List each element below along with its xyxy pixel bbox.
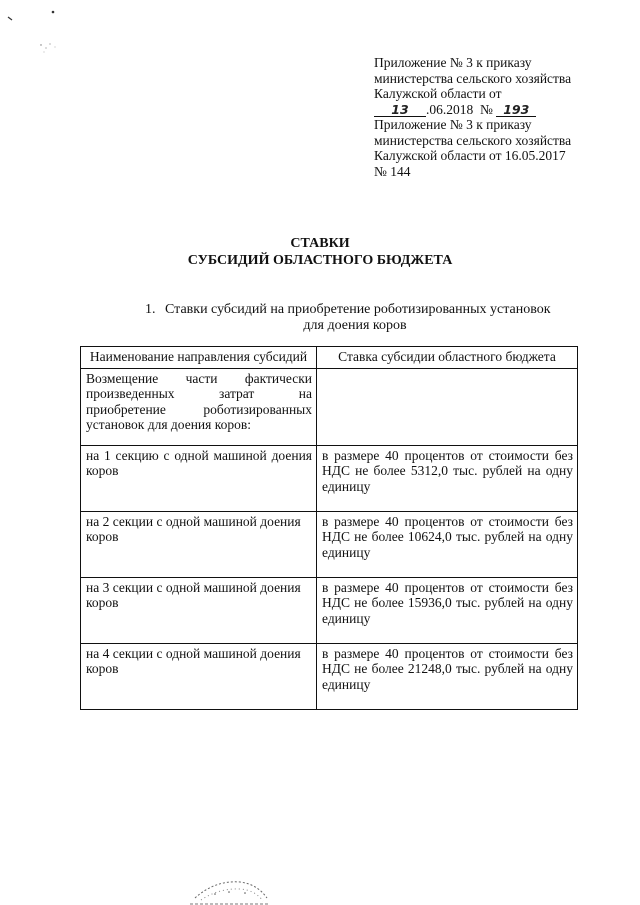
table-header-row (81, 347, 578, 369)
table-row (81, 643, 578, 709)
date-rest: .06.2018 (426, 101, 474, 117)
stamp-fragment (185, 868, 275, 905)
row-name: на 2 секции с одной машиной доения коров (81, 511, 317, 577)
date-day-handwritten: 13 (391, 101, 409, 117)
title-line-2: СУБСИДИЙ ОБЛАСТНОГО БЮДЖЕТА (187, 253, 453, 268)
date-day-field (374, 103, 426, 117)
title-line-1: СТАВКИ (290, 236, 350, 251)
table-row (81, 368, 578, 445)
document-title (0, 235, 640, 269)
number-handwritten: 193 (503, 101, 530, 117)
appendix-line-5: Приложение № 3 к приказу (374, 117, 532, 132)
subsidy-rates-table (80, 346, 578, 710)
table-row (81, 445, 578, 511)
table-row (81, 577, 578, 643)
table-row (81, 511, 578, 577)
appendix-date-line (374, 102, 614, 118)
row-rate: в размере 40 процентов от стоимости без НДС не более 10624,0 тыс. рублей на одну единицу (317, 511, 578, 577)
scan-specks (0, 0, 90, 70)
row-name: на 3 секции с одной машиной доения коров (81, 577, 317, 643)
appendix-line-1: Приложение № 3 к приказу (374, 55, 532, 70)
number-field (496, 103, 536, 117)
number-label: № (480, 101, 493, 117)
section-number: 1. (145, 302, 156, 317)
header-direction: Наименование направления субсидий (81, 347, 317, 369)
row-name: на 4 секции с одной машиной доения коров (81, 643, 317, 709)
section-text-line-1: Ставки субсидий на приобретение роботизированных установок (165, 302, 551, 317)
appendix-line-6: министерства сельского хозяйства (374, 132, 572, 148)
appendix-line-2: министерства сельского хозяйства (374, 70, 572, 86)
appendix-line-7: Калужской области от 16.05.2017 (374, 148, 566, 163)
row-rate: в размере 40 процентов от стоимости без НДС не более 15936,0 тыс. рублей на одну единицу (317, 577, 578, 643)
appendix-line-3: Калужской области от (374, 86, 502, 101)
row-rate: в размере 40 процентов от стоимости без НДС не более 5312,0 тыс. рублей на одну единицу (317, 445, 578, 511)
row-name: на 1 секцию с одной машиной доения коров (81, 445, 317, 511)
row-rate (317, 368, 578, 445)
row-rate: в размере 40 процентов от стоимости без НДС не более 21248,0 тыс. рублей на одну единицу (317, 643, 578, 709)
appendix-header (374, 55, 614, 179)
appendix-line-8: № 144 (374, 163, 411, 179)
header-rate: Ставка субсидии областного бюджета (317, 347, 578, 369)
row-name: Возмещение части фактически произведенных затрат на приобретение роботизированных установок для доения коров: (81, 368, 317, 445)
section-text-line-2: для доения коров (303, 318, 407, 333)
